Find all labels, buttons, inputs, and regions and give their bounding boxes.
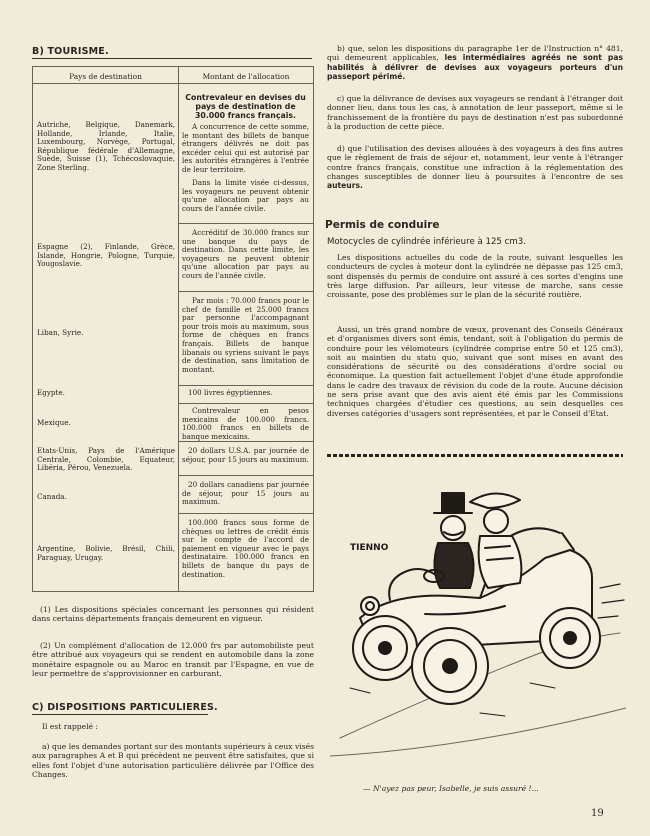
table-header-destination: Pays de destination [69,72,142,81]
table-row-divider [179,223,313,224]
table-row-2-destination: Espagne (2), Finlande, Grèce, Islande, Hongrie, Pologne, Turquie, Yougoslavie. [37,242,175,269]
table-row-1-amount-note: Dans la limite visée ci-dessus, les voyageurs ne peuvent obtenir qu'une allocation par pays au cours de l'année civile. [182,178,309,213]
cartoon-signature: TIENNO [350,543,389,553]
cartoon-caption: — N'ayez pas peur, Isabelle, je suis assuré !... [363,784,539,793]
table-row-divider [179,403,313,404]
table-row-2-amount: Accréditif de 30.000 francs sur une banque du pays de destination. Dans cette limite, les voyageurs ne peuvent obtenir qu'une allocation par pays au cours de l'année civile. [182,228,309,280]
table-header-amount: Montant de l'allocation [202,72,290,81]
table-row-1-amount: A concurrence de cette somme, le montant des billets de banque étrangers délivrés ne doit pas excéder celui qui est autorisé par les autorités étrangères à l'entrée de leur territoire. [182,122,309,174]
paragraph-b-bold: les intermédiaires agréés ne sont pas habilités à délivrer de devises aux voyageurs porteurs d'un passeport périmé. [327,53,624,81]
table-row-4-destination: Egypte. [37,388,65,397]
table-row-3-destination: Liban, Syrie. [37,328,84,337]
section-c-rule [32,714,208,715]
table-row-divider [179,513,313,514]
table-row-6-destination: Etats-Unis, Pays de l'Amérique Centrale, Colombie, Equateur, Libéria, Pérou, Venezuela. [37,446,175,473]
permis-paragraph-2: Aussi, un très grand nombre de vœux, provenant des Conseils Généraux et d'organismes divers sont émis, tendant, soit à l'obligation du permis de conduire pour les vélomoteurs (cylindrée comprise entre 50 et 125 cm3), soit au maintien du statu quo, suivant que sont mises en avant des considérations de sécurité ou des considérations d'ordre social ou économique. La question fait actuellement l'objet d'une étude approfondie dans le cadre des travaux de révision du code de la route. Aucune décision ne sera prise avant que des avis aient été émis par les Commissions techniques chargées d'étudier ces questions, au sein desquelles ces diverses catégories d'usagers sont représentées, et par le Conseil d'Etat. [327,325,623,418]
table-row-1-amount-head: Contrevaleur en devises du pays de destination de 30.000 francs français. [185,93,306,121]
footnote-1: (1) Les dispositions spéciales concernant les personnes qui résident dans certains départements français demeurent en vigueur. [32,605,314,624]
table-row-4-amount: 100 livres égyptiennes. [188,388,273,397]
paragraph-d-bold: auteurs. [327,181,363,191]
table-row-5-amount: Contrevaleur en pesos mexicains de 100.000 francs. 100.000 francs en billets de banque mexicains. [182,406,309,441]
table-row-divider [179,475,313,476]
permis-paragraph-1: Les dispositions actuelles du code de la route, suivant lesquelles les conducteurs de cycles à moteur dont la cylindrée ne dépasse pas 125 cm3, sont dispensés du permis de conduire ont assuré à ces sortes d'engins une très large diffusion. Par ailleurs, leur vitesse de marche, sans cesse croissante, pose des problèmes sur le plan de la sécurité routière. [327,253,623,300]
permis-subtitle: Motocycles de cylindrée inférieure à 125 cm3. [327,237,526,247]
section-c-paragraph-a: a) que les demandes portant sur des montants supérieurs à ceux visés aux paragraphes A et B qui précèdent ne peuvent être satisfaites, que si elles font l'objet d'une autorisation particulière délivrée par l'Office des Changes. [32,742,314,779]
table-row-7-amount: 20 dollars canadiens par journée de séjour, pour 15 jours au maximum. [182,480,309,507]
footnote-2: (2) Un complément d'allocation de 12.000 frs par automobiliste peut être attribué aux voyageurs qui se rendent en automobile dans la zone monétaire espagnole ou au Maroc en transit par l'Espagne, en vue de leur permettre de s'approvisionner en carburant. [32,641,314,678]
table-row-6-amount: 20 dollars U.S.A. par journée de séjour, pour 15 jours au maximum. [182,446,309,464]
permis-title: Permis de conduire [325,219,440,231]
table-row-divider [179,385,313,386]
paragraph-c: c) que la délivrance de devises aux voyageurs se rendant à l'étranger doit donner lieu, dans tous les cas, à annotation de leur passeport, même si le franchissement de la frontière du pays de destination n'est pas subordonné à la production de cette pièce. [327,94,623,131]
page-number: 19 [591,808,604,819]
table-row-1-destination: Autriche, Belgique, Danemark, Hollande, Irlande, Italie, Luxembourg, Norvège, Portugal, République fédérale d'Allemagne, Suède, Suisse (1), Tchécoslovaquie, Zone Sterling. [37,120,175,172]
table-row-8-destination: Argentine, Bolivie, Brésil, Chili, Paraguay, Urugay. [37,544,175,562]
table-row-5-destination: Mexique. [37,418,71,427]
paragraph-b [327,44,623,81]
table-row-divider [179,441,313,442]
table-row-7-destination: Canada. [37,492,67,501]
paragraph-d-text: d) que l'utilisation des devises allouées à des voyageurs à des fins autres que le règlement de frais de séjour et, notamment, leur vente à l'étranger contre francs français, constitue une infraction à la réglementation des changes susceptibles de donner lieu à poursuites à l'encontre de ses [327,144,623,181]
dashed-separator [327,454,623,457]
cartoon-illustration [330,488,626,768]
table-header-divider [33,83,313,84]
table-row-3-amount: Par mois : 70.000 francs pour le chef de famille et 25.000 francs par personne l'accompagnant pour trois mois au maximum, sous forme de chèques en francs français. Billets de banque libanais ou syriens suivant le pays de destination, sans limitation de montant. [182,296,309,374]
paragraph-d [327,144,623,190]
section-c-title: C) DISPOSITIONS PARTICULIERES. [32,702,218,713]
table-row-divider [179,291,313,292]
section-c-intro: Il est rappelé : [42,722,98,731]
table-row-8-amount: 100.000 francs sous forme de chèques ou lettres de crédit émis sur le compte de l'accord de paiement en vigueur avec le pays destinataire. 100.000 francs en billets de banque du pays de destination. [182,518,309,579]
section-b-title: B) TOURISME. [32,46,109,57]
paragraph-b-text: b) que, selon les dispositions du paragraphe 1er de l'Instruction n° 481, qui demeurent applicables, [327,44,623,63]
tourism-table [32,66,314,592]
section-b-rule [32,58,312,59]
